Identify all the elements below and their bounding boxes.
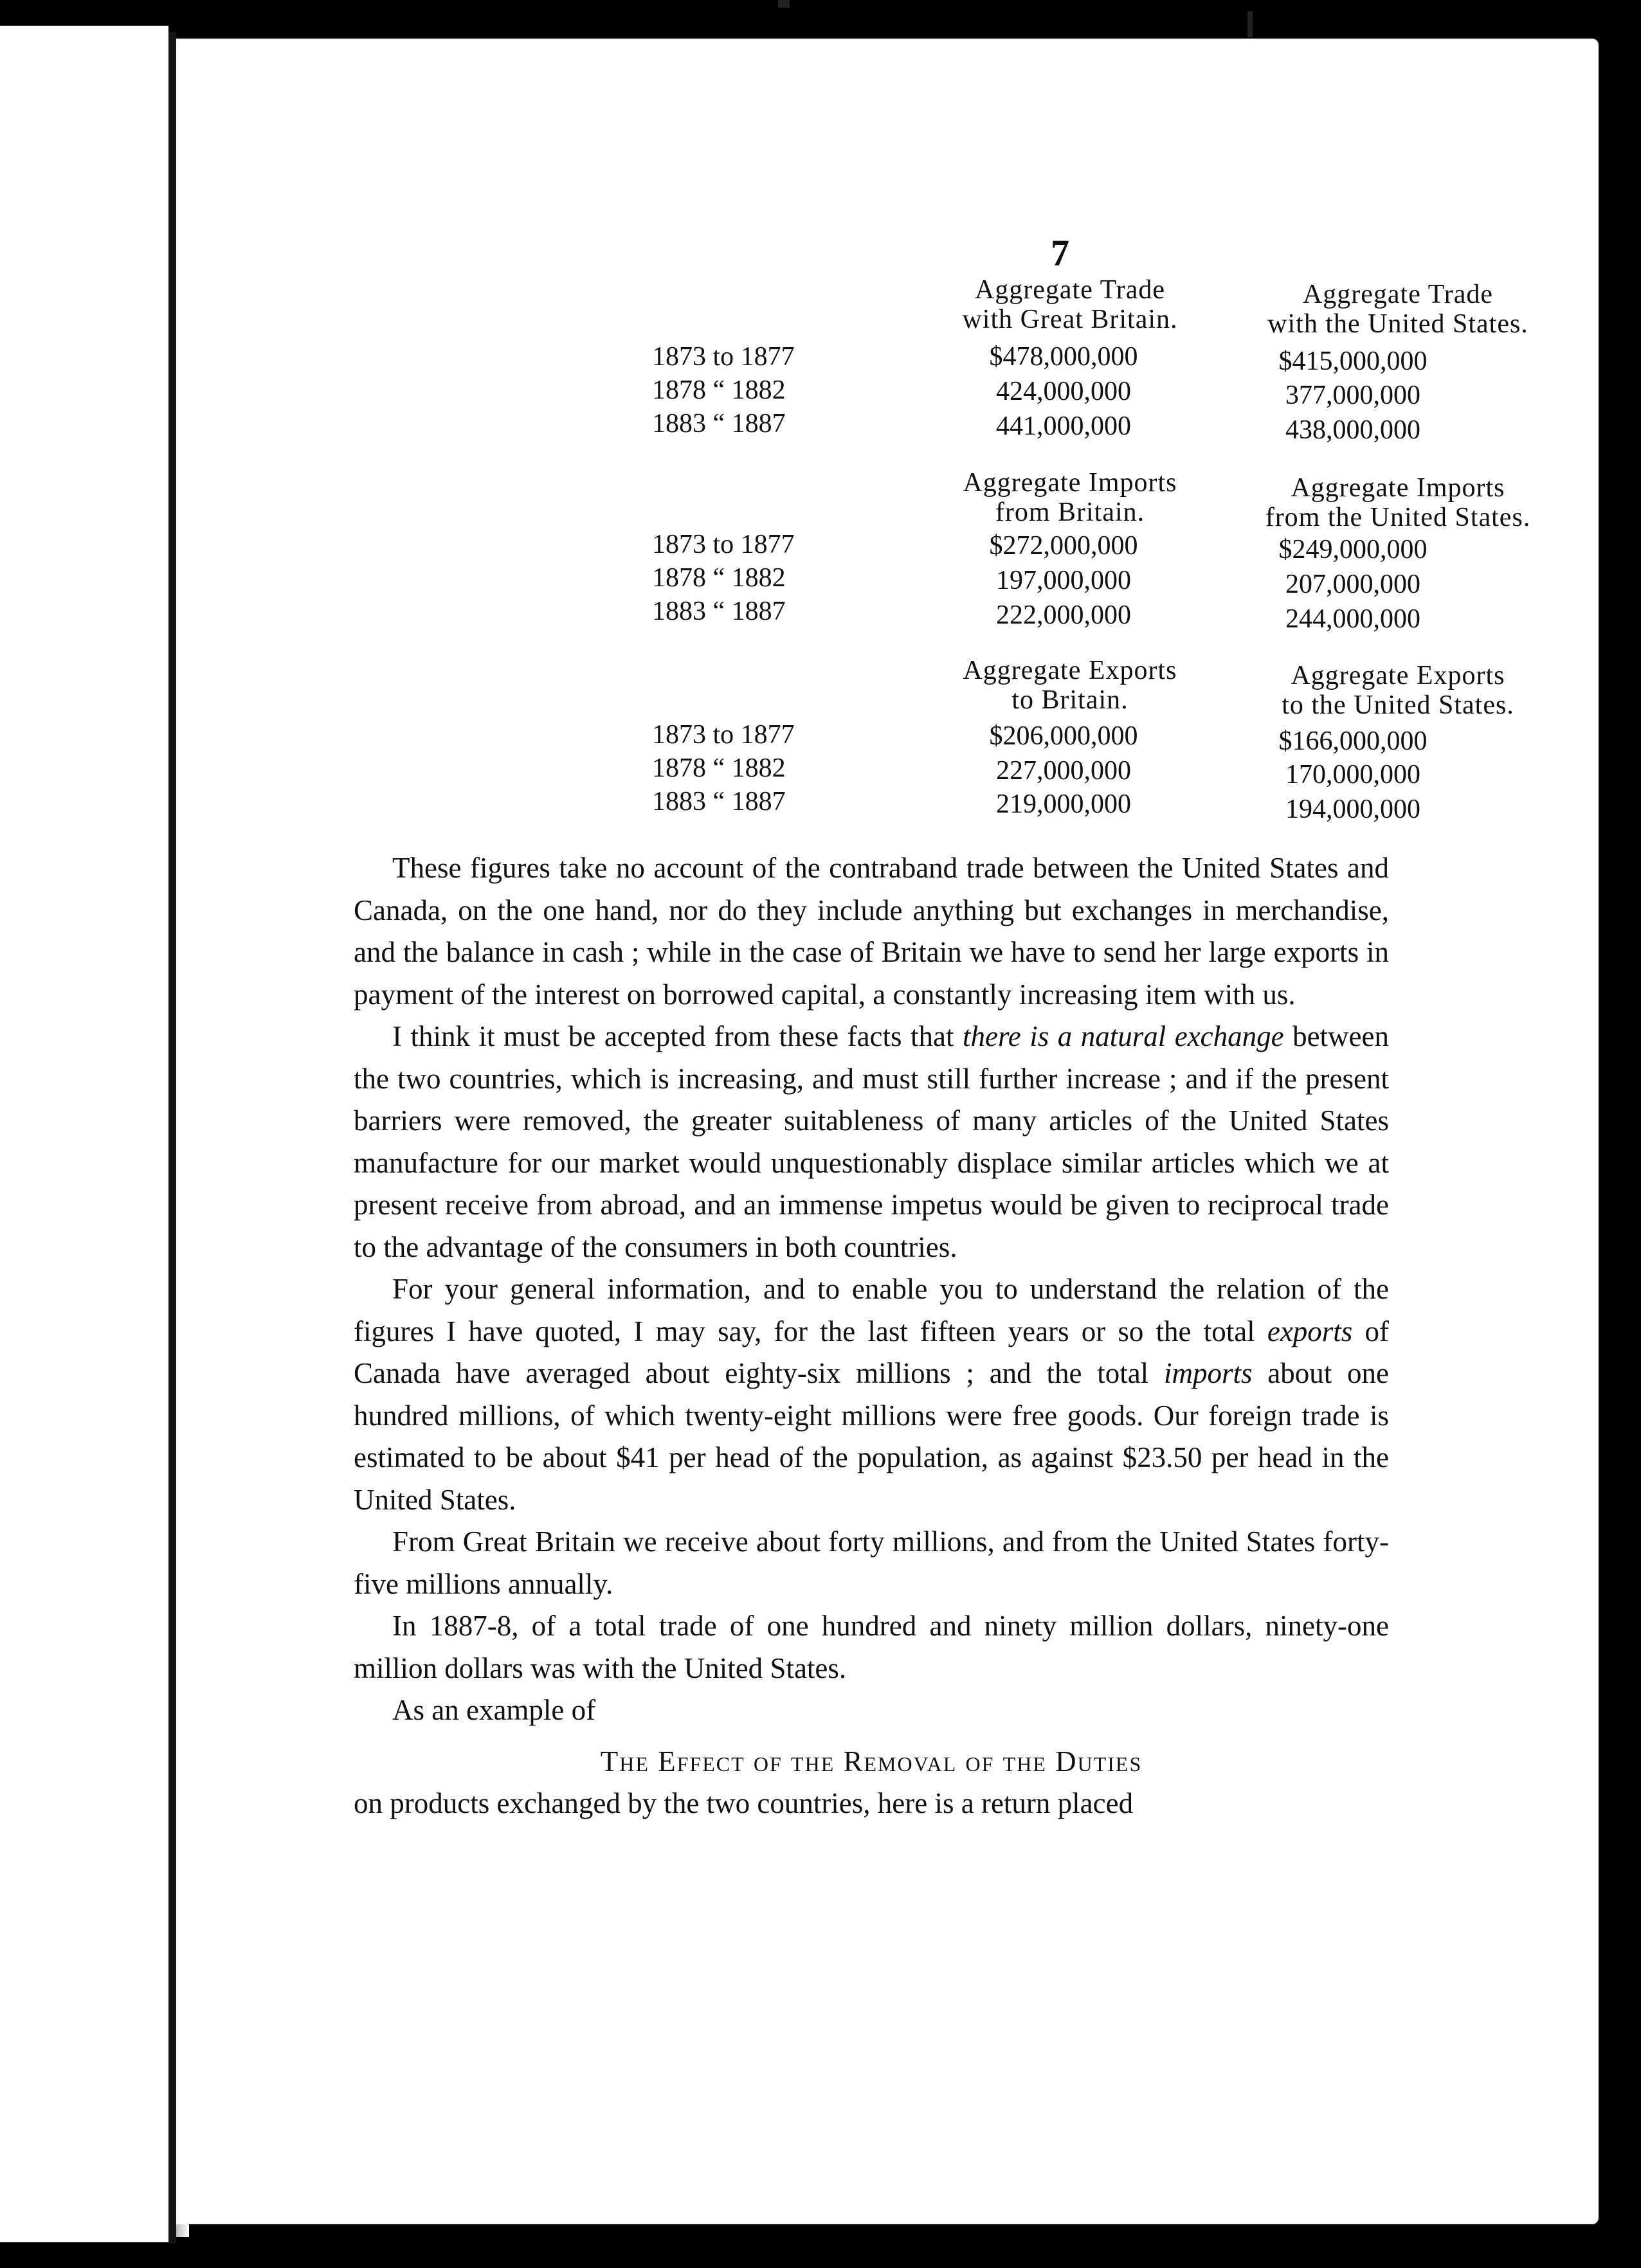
table-value-cell: $478,000,000 (989, 342, 1138, 372)
table-value-cell: $249,000,000 (1278, 535, 1428, 564)
text-run: about one hundred millions, of which twenty-eight millions were free goods. Our foreign trade is estimated to be about $41 per head of the population, as against $23.50 per head in the United States. (354, 1357, 1390, 1516)
table-value-cell: 197,000,000 (996, 566, 1131, 595)
table-header-trade-gb (935, 275, 1205, 334)
text-run: of Canada have averaged about eighty-six millions ; and the total (354, 1315, 1389, 1389)
table-value-cell: $415,000,000 (1278, 346, 1428, 376)
scan-artifact (1247, 12, 1253, 37)
paragraph (354, 1016, 1389, 1268)
table-value-cell: 244,000,000 (1285, 604, 1420, 634)
paragraph: In 1887-8, of a total trade of one hundred and ninety million dollars, ninety-one million dollars was with the United States. (354, 1610, 1389, 1684)
table-value-cell: $166,000,000 (1278, 726, 1428, 756)
paragraph: As an example of (392, 1694, 596, 1726)
table-value-cell: 438,000,000 (1285, 415, 1420, 445)
emphasis-text: imports (1163, 1357, 1253, 1389)
header-line: Aggregate Trade (1302, 280, 1494, 309)
paragraph: From Great Britain we receive about forty millions, and from the United States forty-five millions annually. (354, 1526, 1389, 1600)
table-value-cell: 441,000,000 (996, 411, 1131, 441)
header-line: to the United States. (1282, 690, 1514, 720)
paragraph: These figures take no account of the contraband trade between the United States and Canada, on the one hand, nor do they include anything but exchanges in merchandise, and the balance in cash ; while in the case of Britain we have to send her large exports in payment of the interest on borrowed capital, a constantly increasing item with us. (354, 852, 1389, 1011)
text-run: I think it must be accepted from these facts that (392, 1020, 963, 1052)
adjacent-page-edge (0, 26, 168, 2242)
table-header-trade-us (1224, 280, 1572, 339)
table-header-imports-gb (935, 468, 1205, 527)
table-value-cell: $206,000,000 (989, 721, 1138, 751)
table-value-cell: 170,000,000 (1285, 760, 1420, 789)
table-period-cell: 1878 “ 1882 (652, 563, 786, 593)
table-value-cell: $272,000,000 (989, 531, 1138, 561)
header-line: with Great Britain. (962, 305, 1178, 334)
header-line: Aggregate Imports (1291, 473, 1505, 503)
table-period-cell: 1883 “ 1887 (652, 787, 786, 816)
header-line: from the United States. (1265, 503, 1531, 532)
table-header-imports-us (1224, 473, 1572, 532)
header-line: Aggregate Exports (1291, 661, 1505, 690)
text-run: between the two countries, which is increasing, and must still further increase ; and if the present barriers were removed, the greater suitableness of many articles of the United States manufacture for our market would unquestionably displace similar articles which we at present receive from abroad, and an immense impetus would be given to reciprocal trade to the advantage of the consumers in both countries. (354, 1020, 1390, 1263)
paragraph: on products exchanged by the two countries, here is a return placed (354, 1787, 1134, 1819)
header-line: Aggregate Exports (963, 656, 1177, 685)
paragraph (354, 1268, 1389, 1521)
table-header-exports-gb (935, 656, 1205, 715)
table-value-cell: 207,000,000 (1285, 570, 1420, 599)
body-text (354, 847, 1389, 1825)
table-value-cell: 424,000,000 (996, 377, 1131, 406)
table-value-cell: 222,000,000 (996, 600, 1131, 630)
table-period-cell: 1873 to 1877 (652, 720, 795, 750)
table-header-exports-us (1224, 661, 1572, 720)
header-line: Aggregate Trade (974, 275, 1166, 305)
page-number: 7 (1051, 232, 1069, 274)
emphasis-text: there is a natural exchange (962, 1020, 1284, 1052)
table-period-cell: 1883 “ 1887 (652, 409, 786, 438)
table-value-cell: 219,000,000 (996, 789, 1131, 819)
table-period-cell: 1873 to 1877 (652, 342, 795, 372)
emphasis-text: exports (1267, 1315, 1353, 1347)
table-period-cell: 1878 “ 1882 (652, 753, 786, 783)
header-line: to Britain. (1011, 685, 1129, 715)
header-line: from Britain. (995, 498, 1145, 527)
table-period-cell: 1883 “ 1887 (652, 597, 786, 626)
book-gutter (168, 32, 176, 2244)
scan-artifact (778, 0, 790, 8)
section-heading: The Effect of the Removal of the Duties (600, 1745, 1143, 1778)
header-line: with the United States. (1267, 309, 1528, 339)
text-run: For your general information, and to enable you to understand the relation of the figures I have quoted, I may say, for the last fifteen years or so the total (354, 1273, 1389, 1347)
table-period-cell: 1878 “ 1882 (652, 375, 786, 405)
header-line: Aggregate Imports (963, 468, 1177, 498)
table-value-cell: 227,000,000 (996, 756, 1131, 786)
table-value-cell: 377,000,000 (1285, 381, 1420, 410)
table-period-cell: 1873 to 1877 (652, 530, 795, 559)
table-value-cell: 194,000,000 (1285, 795, 1420, 824)
